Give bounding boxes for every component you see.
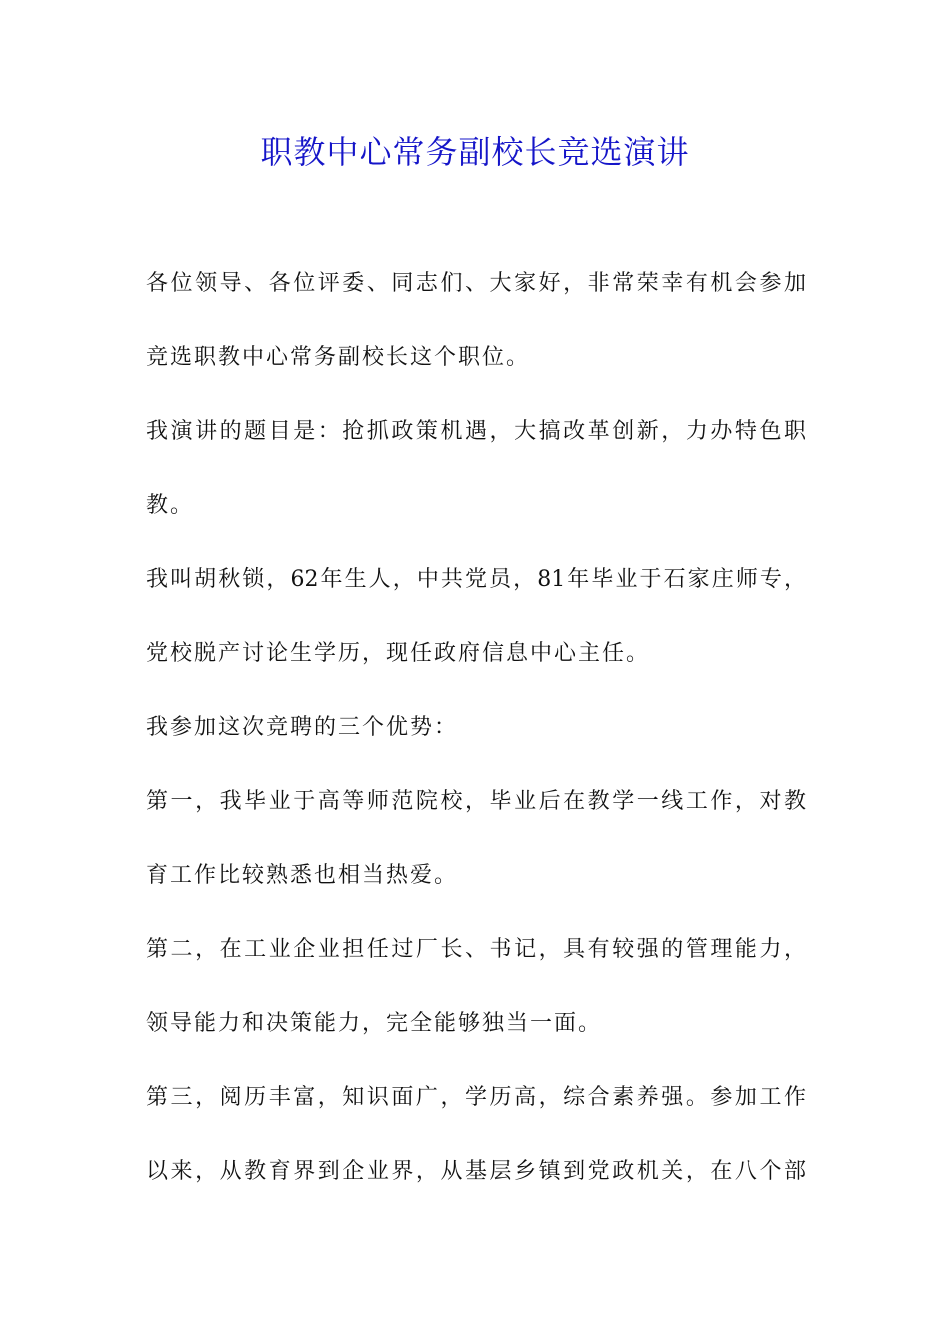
body-line: 第一，我毕业于高等师范院校，毕业后在教学一线工作，对教	[146, 789, 806, 814]
body-line: 竞选职教中心常务副校长这个职位。	[146, 345, 531, 370]
body-line: 育工作比较熟悉也相当热爱。	[146, 863, 459, 888]
body-line: 以来，从教育界到企业界，从基层乡镇到党政机关，在八个部	[146, 1159, 806, 1184]
body-line: 我参加这次竞聘的三个优势：	[146, 715, 459, 740]
body-line: 党校脱产讨论生学历，现任政府信息中心主任。	[146, 641, 651, 666]
body-line: 各位领导、各位评委、同志们、大家好，非常荣幸有机会参加	[146, 271, 806, 296]
document-body	[146, 262, 806, 1224]
document-title: 职教中心常务副校长竞选演讲	[260, 133, 690, 171]
body-line: 我叫胡秋锁，62年生人，中共党员，81年毕业于石家庄师专，	[146, 567, 806, 592]
body-line: 领导能力和决策能力，完全能够独当一面。	[146, 1011, 603, 1036]
body-line: 我演讲的题目是：抢抓政策机遇，大搞改革创新，力办特色职	[146, 419, 806, 444]
body-line: 第二，在工业企业担任过厂长、书记，具有较强的管理能力，	[146, 937, 806, 962]
body-line: 教。	[146, 493, 195, 518]
body-line: 第三，阅历丰富，知识面广，学历高，综合素养强。参加工作	[146, 1085, 806, 1110]
